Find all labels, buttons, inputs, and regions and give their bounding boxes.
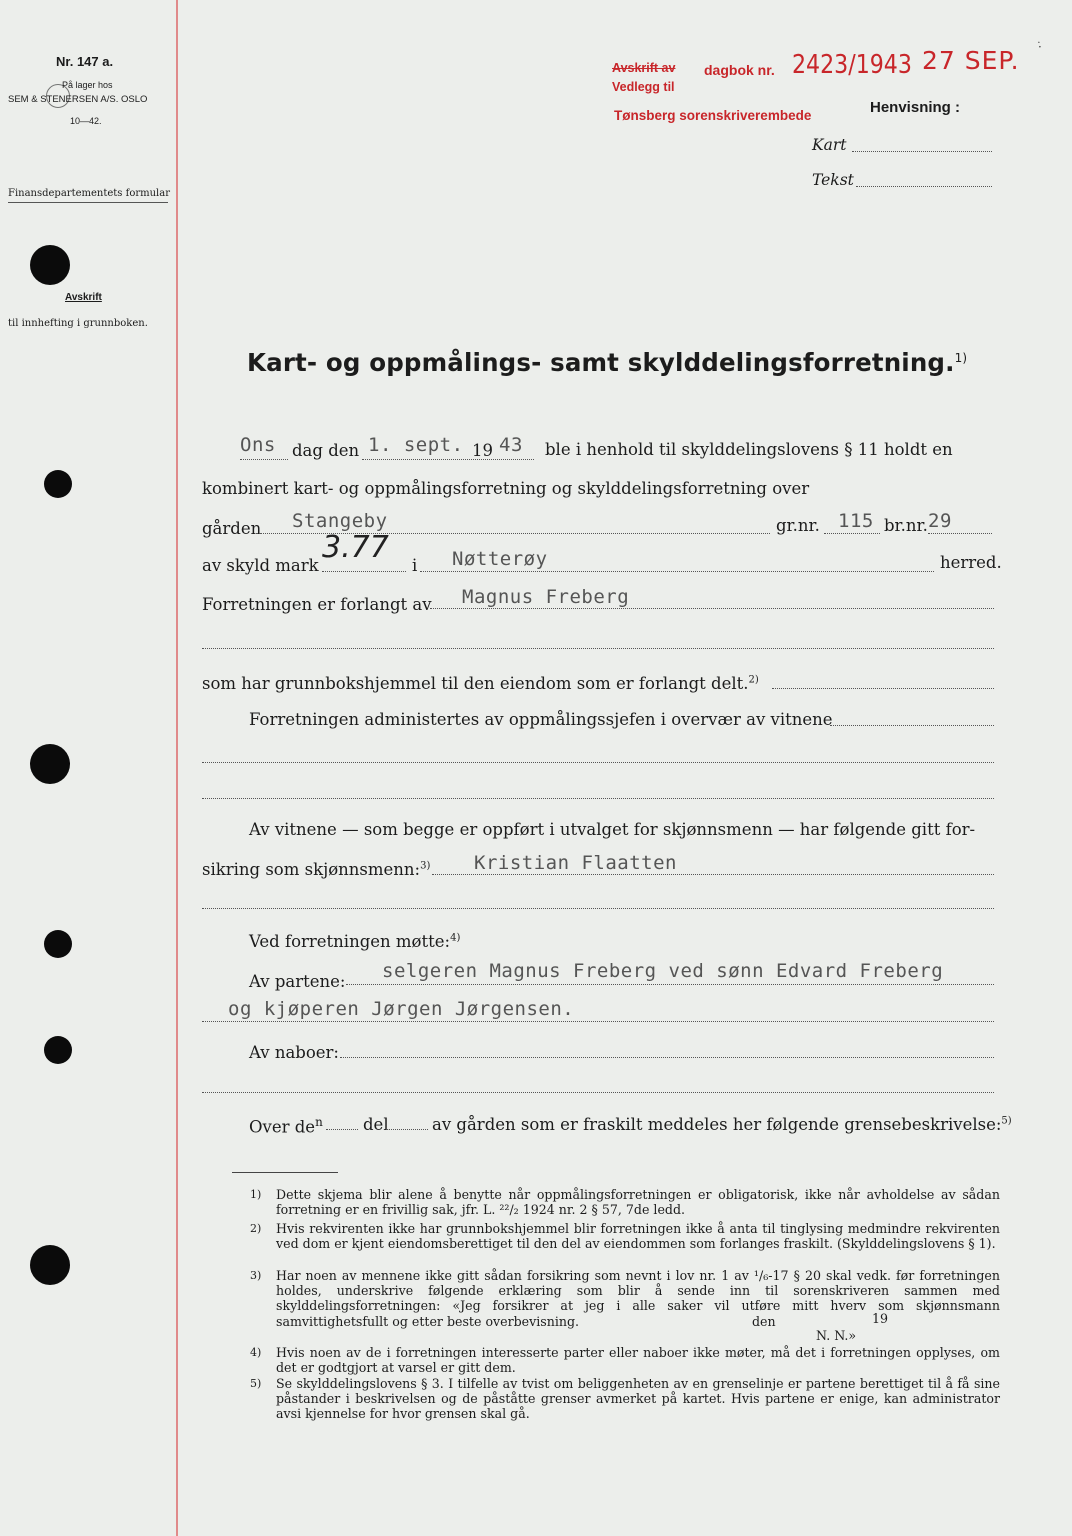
grnr-value: 115 (838, 510, 874, 532)
naboer-line (340, 1057, 994, 1058)
weekday-value: Ons (240, 434, 276, 456)
department-rule (8, 202, 168, 203)
attended-label: Ved forretningen møtte:$^{4)}$ (249, 932, 461, 951)
skyld-value: 3.77 (322, 530, 389, 565)
stamp-dagbok: dagbok nr. (704, 62, 775, 78)
reference-kart-label: Kart (812, 136, 847, 154)
line1-text: ble i henhold til skylddelingslovens § 11 holdt en (545, 440, 953, 459)
stamp-dagbok-number: 2423/1943 (792, 50, 912, 80)
print-date: 10—42. (70, 116, 102, 126)
garden-label: gården (202, 519, 262, 538)
blank-line (202, 648, 994, 649)
i-label: i (412, 556, 418, 575)
reference-kart-line (852, 151, 992, 152)
department-label: Finansdepartementets formular (8, 188, 170, 199)
over-text: av gården som er fraskilt meddeles her følgende grensebeskrivelse:$^{5)}$ (432, 1115, 1012, 1134)
partene-line-1 (346, 984, 994, 985)
stamp-date: 27 SEP. (922, 46, 1020, 75)
reference-heading: Henvisning : (870, 99, 961, 116)
date-line (362, 459, 534, 460)
brnr-label: br.nr. (884, 516, 928, 535)
naboer-blank-line (202, 1092, 994, 1093)
partene-value-2: og kjøperen Jørgen Jørgensen. (228, 998, 575, 1020)
punch-hole-icon (30, 1245, 70, 1285)
partene-label: Av partene: (249, 972, 346, 991)
skyld-label: av skyld mark (202, 556, 319, 575)
corner-mark: ·̇ (1038, 40, 1042, 54)
admin-text: Forretningen administertes av oppmålingssjefen i overvær av vitnene (249, 710, 833, 729)
stamp-office: Tønsberg sorenskriverembede (614, 108, 812, 123)
weekday-line (240, 459, 288, 460)
naboer-label: Av naboer: (249, 1043, 339, 1062)
dag-den-label: dag den (292, 441, 360, 460)
footnote-sig-nn: N. N.» (816, 1328, 857, 1343)
witness-blank-line-2 (202, 798, 994, 799)
stamp-vedlegg: Vedlegg til (612, 80, 675, 94)
witness-name-value: Kristian Flaatten (474, 852, 677, 874)
witness-blank-line-1 (202, 762, 994, 763)
farm-name-value: Stangeby (292, 510, 388, 532)
hjemmel-label: som har grunnbokshjemmel til den eiendom som er forlangt delt.$^{2)}$ (202, 674, 759, 693)
witness-text-1: Av vitnene — som begge er oppført i utvalget for skjønnsmenn — har følgende gitt for- (249, 820, 976, 839)
hjemmel-line (772, 688, 994, 689)
line2-text: kombinert kart- og oppmålingsforretning og skylddelingsforretning over (202, 479, 810, 498)
reference-tekst-line (856, 186, 992, 187)
del-line (386, 1129, 428, 1130)
witness-text-2: sikring som skjønnsmenn:$^{3)}$ (202, 860, 431, 879)
stamp-avskrift: Avskrift av (612, 61, 676, 75)
grnr-label: gr.nr. (776, 516, 820, 535)
punch-hole-icon (30, 744, 70, 784)
copy-sub-label: til innhefting i grunnboken. (8, 318, 148, 329)
del-label: del (363, 1115, 389, 1134)
publisher-line-2: SEM & STENERSEN A/S. OSLO (8, 94, 148, 105)
reference-tekst-label: Tekst (812, 171, 854, 189)
admin-line (830, 725, 994, 726)
footnote-sig-den: den (752, 1314, 776, 1329)
brnr-line (928, 533, 992, 534)
partene-line-2 (202, 1021, 994, 1022)
document-title: Kart- og oppmålings- samt skylddelingsforretning.$^{1)}$ (247, 348, 968, 377)
grnr-line (824, 533, 880, 534)
punch-hole-icon (44, 470, 72, 498)
over-label: Over $de^n$ (249, 1115, 323, 1137)
punch-hole-icon (30, 245, 70, 285)
copy-label: Avskrift (65, 292, 102, 303)
date-value: 1. sept. (368, 434, 464, 456)
requested-label: Forretningen er forlangt av (202, 595, 432, 614)
brnr-value: 29 (928, 510, 952, 532)
year-prefix: 19 (472, 441, 493, 460)
footnote-sig-year: 19 (872, 1311, 889, 1326)
publisher-line-1: På lager hos (62, 80, 113, 90)
herred-label: herred. (940, 553, 1002, 572)
witness-name-line (432, 874, 994, 875)
witness-blank-line-3 (202, 908, 994, 909)
footnote-rule (232, 1172, 338, 1173)
requested-by-value: Magnus Freberg (462, 586, 630, 608)
over-fraction-line (326, 1129, 358, 1130)
partene-value-1: selgeren Magnus Freberg ved sønn Edvard Freberg (382, 960, 944, 982)
municipality-line (420, 571, 934, 572)
red-margin-rule (176, 0, 178, 1536)
form-page: Nr. 147 a. På lager hos SEM & STENERSEN A/S. OSLO 10—42. Finansdepartementets formular Avskrift til innhefting i grunnboken. Avskrift av Vedlegg til dagbok nr. 2423/1943 27 SEP. Tønsberg sorenskriverembede ·̇ Henvisning : Kart Tekst Kart- og oppmålings- samt skylddelingsforretning.$^{1)}$ Ons dag den 1. sept. 19 43 ble i henhold til skylddelingslovens § 11 holdt en kombinert kart- og oppmålingsforretning og skylddelingsforretning over gården Stangeby gr.nr. 115 br.nr. 29 av skyld mark 3.77 i Nøtterøy herred. Forretningen er forlangt av Magnus Freberg som har grunnbokshjemmel til den eiendom som er forlangt delt.$^{2)}$ Forretningen administertes av oppmålingssjefen i overvær av vitnene Av vitnene — som begge er oppført i utvalget for skjønnsmenn — har følgende gitt for- sikring som skjønnsmenn:$^{3)}$ Kristian Flaatten Ved forretningen møtte:$^{4)}$ Av partene: selgeren Magnus Freberg ved sønn Edvard Freberg og kjøperen Jørgen Jørgensen. Av naboer: Over $de^n$ del av gården som er fraskilt meddeles her følgende grensebeskrivelse:$^{5)}$ 1) Dette skjema blir alene å benytte når oppmålingsforretningen er obligatorisk, ikke når avholdelse av sådan forretning er en frivillig sak, jfr. L. ²²/₂ 1924 nr. 2 § 57, 7de ledd. 2) Hvis rekvirenten ikke har grunnbokshjemmel blir forretningen ikke å anta til tinglysing medmindre rekvirenten ved dom er kjent eiendomsberettiget til den del av eiendommen som forlanges fraskilt. (Skylddelingslovens § 1). 3) Har noen av mennene ikke gitt sådan forsikring som nevnt i lov nr. 1 av ¹/₆-17 § 20 skal vedk. før forretningen holdes, underskrive følgende erklæring som blir å sende inn til sorenskriveren sammen med skylddelingsforretningen: «Jeg forsikrer at jeg i alle saker vil utføre mitt hverv som skjønnsmann samvittighetsfullt og etter beste overbevisning. den 19 N. N.» 4) Hvis noen av de i forretningen interesserte parter eller naboer ikke møter, må det i forretningen opplyses, om det er godtgjort at varsel er gitt dem. 5) Se skylddelingslovens § 3. I tilfelle av tvist om beliggenheten av en grenselinje er partene berettiget til å få sine påstander i beskrivelsen og de påståtte grenser avmerket på kartet. Hvis partene er enige, kan administrator avsi kjennelse for hvor grensen skal gå. (0, 0, 1072, 1536)
punch-hole-icon (44, 1036, 72, 1064)
municipality-value: Nøtterøy (452, 548, 548, 570)
form-number: Nr. 147 a. (56, 54, 114, 69)
punch-hole-icon (44, 930, 72, 958)
skyld-line (322, 571, 406, 572)
requested-line (430, 608, 994, 609)
year-value: 43 (499, 434, 523, 456)
